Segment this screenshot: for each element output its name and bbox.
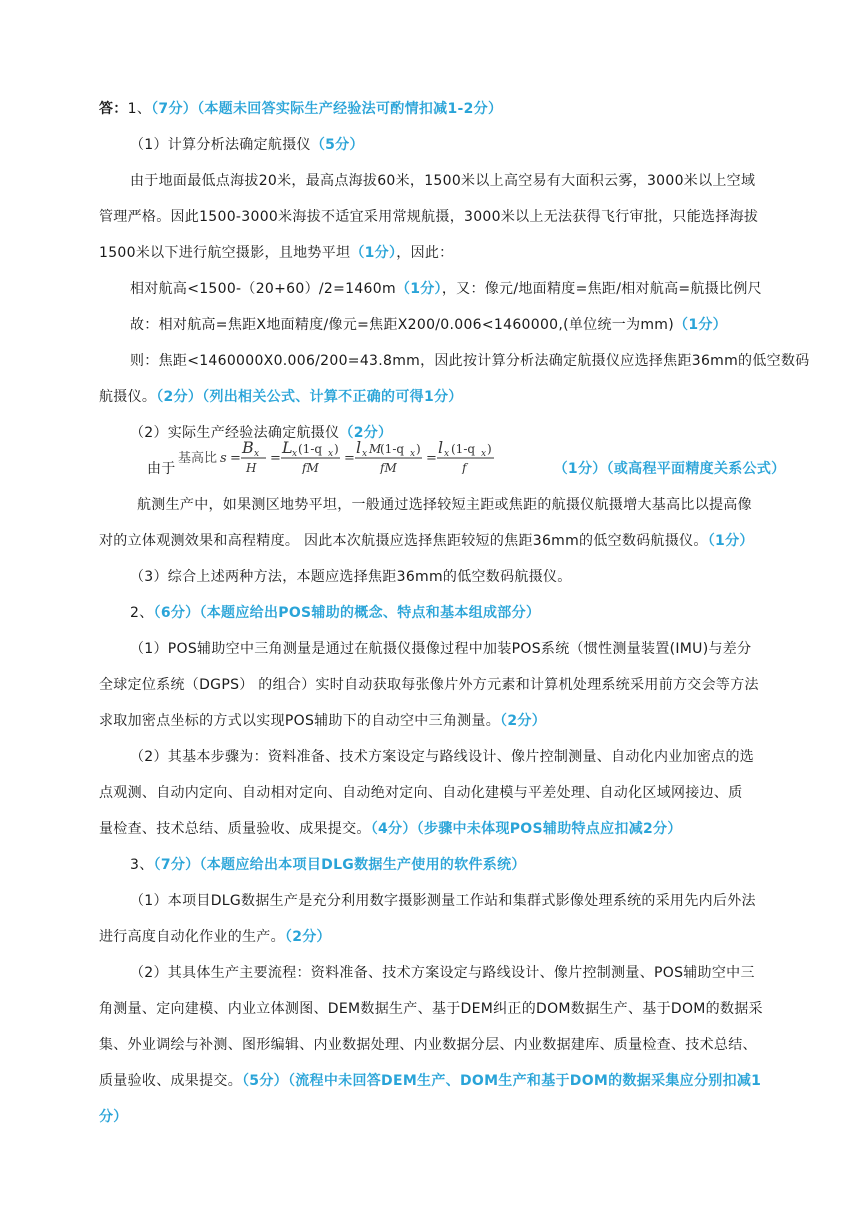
formula-eq: = bbox=[270, 451, 281, 466]
paragraph-line bbox=[99, 1036, 799, 1054]
formula-close: ) bbox=[487, 442, 492, 456]
paragraph-line bbox=[99, 388, 799, 406]
question-number: 1、 bbox=[127, 101, 152, 117]
formula-f: f bbox=[462, 461, 467, 474]
text: （1）POS辅助空中三角测量是通过在航摄仪摄像过程中加装POS系统（惯性测量装置(IMU)与差分 bbox=[130, 641, 752, 657]
text: ，又：像元/地面精度=焦距/相对航高=航摄比例尺 bbox=[441, 281, 762, 297]
score-note: （2分） bbox=[500, 713, 546, 729]
question-number: 2、 bbox=[130, 605, 154, 621]
paragraph-line bbox=[99, 928, 799, 946]
text: 集、外业调绘与补测、图形编辑、内业数据处理、内业数据分层、内业数据建库、质量检查、技术总结、 bbox=[99, 1037, 757, 1053]
formula-sub: x bbox=[254, 449, 260, 459]
paragraph-line bbox=[99, 244, 799, 262]
formula-lx-small: l bbox=[438, 440, 444, 457]
formula-eq: = bbox=[344, 451, 355, 466]
formula-one-minus-q: (1-q bbox=[380, 442, 405, 456]
paragraph-line bbox=[130, 892, 830, 910]
formula-lhs-label: 基高比 bbox=[178, 451, 218, 466]
text: （2）其具体生产主要流程：资料准备、技术方案设定与路线设计、像片控制测量、POS辅助空中三 bbox=[130, 965, 755, 981]
answer-label: 答： bbox=[99, 101, 128, 117]
answer-1-heading bbox=[99, 100, 799, 118]
paragraph-line bbox=[99, 784, 799, 802]
text: 进行高度自动化作业的生产。 bbox=[99, 929, 285, 945]
score-note: （5分）（流程中未回答DEM生产、DOM生产和基于DOM的数据采集应分别扣减1 bbox=[242, 1073, 762, 1089]
formula-sub: x bbox=[481, 449, 487, 459]
formula-fm: fM bbox=[380, 461, 397, 474]
text: 1500米以下进行航空摄影，且地势平坦 bbox=[99, 245, 351, 261]
text: 全球定位系统（DGPS） 的组合）实时自动获取每张像片外方元素和计算机处理系统采用前方交会等方法 bbox=[99, 677, 759, 693]
text: 航摄仪。 bbox=[99, 389, 157, 405]
formula-close: ) bbox=[416, 442, 421, 456]
score-note: （1分） bbox=[707, 533, 754, 549]
question-number: 3、 bbox=[130, 857, 154, 873]
text: 则：焦距<1460000X0.006/200=43.8mm，因此按计算分析法确定航摄仪应选择焦距36mm的低空数码 bbox=[130, 353, 810, 369]
text: 求取加密点坐标的方式以实现POS辅助下的自动空中三角测量。 bbox=[99, 713, 501, 729]
formula-lx-small: l bbox=[356, 440, 362, 457]
text: （2）其基本步骤为：资料准备、技术方案设定与路线设计、像片控制测量、自动化内业加密点的选 bbox=[130, 749, 755, 765]
text: 故：相对航高=焦距X地面精度/像元=焦距X200/0.006<1460000,(单位统一为mm) bbox=[130, 317, 675, 333]
text: 由于 bbox=[147, 461, 176, 477]
paragraph-line bbox=[99, 712, 799, 730]
text: 管理严格。因此1500-3000米海拔不适宜采用常规航摄，3000米以上无法获得飞行审批，只能选择海拔 bbox=[99, 209, 759, 225]
paragraph-line bbox=[99, 1072, 799, 1090]
answer-3-heading bbox=[130, 856, 830, 874]
paragraph-line bbox=[130, 748, 830, 766]
answer-2-heading bbox=[130, 604, 830, 622]
paragraph-line bbox=[99, 820, 799, 838]
score-note: 分） bbox=[99, 1109, 128, 1125]
formula-m: M bbox=[369, 442, 382, 456]
formula-close: ) bbox=[334, 442, 339, 456]
paragraph-line bbox=[130, 352, 830, 370]
paragraph-line bbox=[137, 496, 837, 514]
formula-sub: x bbox=[362, 449, 368, 459]
base-height-ratio-formula bbox=[178, 440, 554, 474]
formula-one-minus-q: (1-q bbox=[451, 442, 476, 456]
score-note: （1分）（或高程平面精度关系公式） bbox=[553, 461, 786, 477]
paragraph-line bbox=[130, 640, 830, 658]
text: ，因此： bbox=[396, 245, 454, 261]
formula-one-minus-q: (1-q bbox=[298, 442, 323, 456]
formula-sub: x bbox=[410, 449, 416, 459]
formula-eq: = bbox=[426, 451, 437, 466]
text: 质量验收、成果提交。 bbox=[99, 1073, 242, 1089]
subheading-1-1 bbox=[130, 136, 830, 154]
paragraph-line bbox=[130, 964, 830, 982]
formula-fm: fM bbox=[302, 461, 319, 474]
formula-image bbox=[178, 440, 554, 474]
formula-sub: x bbox=[292, 449, 298, 459]
text: 角测量、定向建模、内业立体测图、DEM数据生产、基于DEM纠正的DOM数据生产、基于DOM的数据采 bbox=[99, 1001, 763, 1017]
formula-line bbox=[130, 280, 830, 298]
text: 航测生产中，如果测区地势平坦，一般通过选择较短主距或焦距的航摄仪航摄增大基高比以提高像 bbox=[137, 497, 752, 513]
score-note: （1分） bbox=[395, 281, 442, 297]
score-note: （1分） bbox=[674, 317, 727, 333]
text: （3）综合上述两种方法，本题应选择焦距36mm的低空数码航摄仪。 bbox=[130, 569, 572, 585]
formula-line bbox=[130, 316, 830, 334]
formula-sub: x bbox=[328, 449, 334, 459]
text: （1）计算分析法确定航摄仪 bbox=[130, 137, 311, 153]
formula-sub: x bbox=[444, 449, 450, 459]
text: （2）实际生产经验法确定航摄仪 bbox=[130, 425, 340, 441]
score-note: （7分）（本题未回答实际生产经验法可酌情扣减1-2分） bbox=[151, 101, 503, 117]
score-note: （5分） bbox=[310, 137, 364, 153]
formula-lx: L bbox=[282, 440, 293, 457]
text: 点观测、自动内定向、自动相对定向、自动绝对定向、自动化建模与平差处理、自动化区域网接边、质 bbox=[99, 785, 743, 801]
paragraph-line bbox=[99, 1108, 799, 1126]
formula-h: H bbox=[246, 461, 257, 474]
score-note: （6分）（本题应给出POS辅助的概念、特点和基本组成部分） bbox=[153, 605, 541, 621]
formula-bx: B bbox=[242, 440, 254, 457]
paragraph-line bbox=[99, 532, 799, 550]
score-note: （1分） bbox=[350, 245, 397, 261]
score-note: （4分）（步骤中未体现POS辅助特点应扣减2分） bbox=[370, 821, 682, 837]
score-note: （2分）（列出相关公式、计算不正确的可得1分） bbox=[156, 389, 463, 405]
paragraph-line bbox=[99, 1000, 799, 1018]
formula-eq: = bbox=[230, 451, 241, 466]
text: 相对航高<1500-（20+60）/2=1460m bbox=[130, 281, 396, 297]
score-note: （2分） bbox=[339, 425, 393, 441]
subheading-1-3 bbox=[130, 568, 830, 586]
paragraph-line bbox=[99, 676, 799, 694]
paragraph-line bbox=[99, 208, 799, 226]
score-note: （2分） bbox=[284, 929, 331, 945]
text: 对的立体观测效果和高程精度。 因此本次航摄应选择焦距较短的焦距36mm的低空数码航摄仪。 bbox=[99, 533, 708, 549]
text: 由于地面最低点海拔20米，最高点海拔60米，1500米以上高空易有大面积云雾，3000米以上空域 bbox=[130, 173, 756, 189]
score-note: （7分）（本题应给出本项目DLG数据生产使用的软件系统） bbox=[153, 857, 526, 873]
text: （1）本项目DLG数据生产是充分利用数字摄影测量工作站和集群式影像处理系统的采用先内后外法 bbox=[130, 893, 756, 909]
paragraph-line bbox=[130, 172, 830, 190]
text: 量检查、技术总结、质量验收、成果提交。 bbox=[99, 821, 371, 837]
formula-s: s bbox=[220, 451, 227, 466]
